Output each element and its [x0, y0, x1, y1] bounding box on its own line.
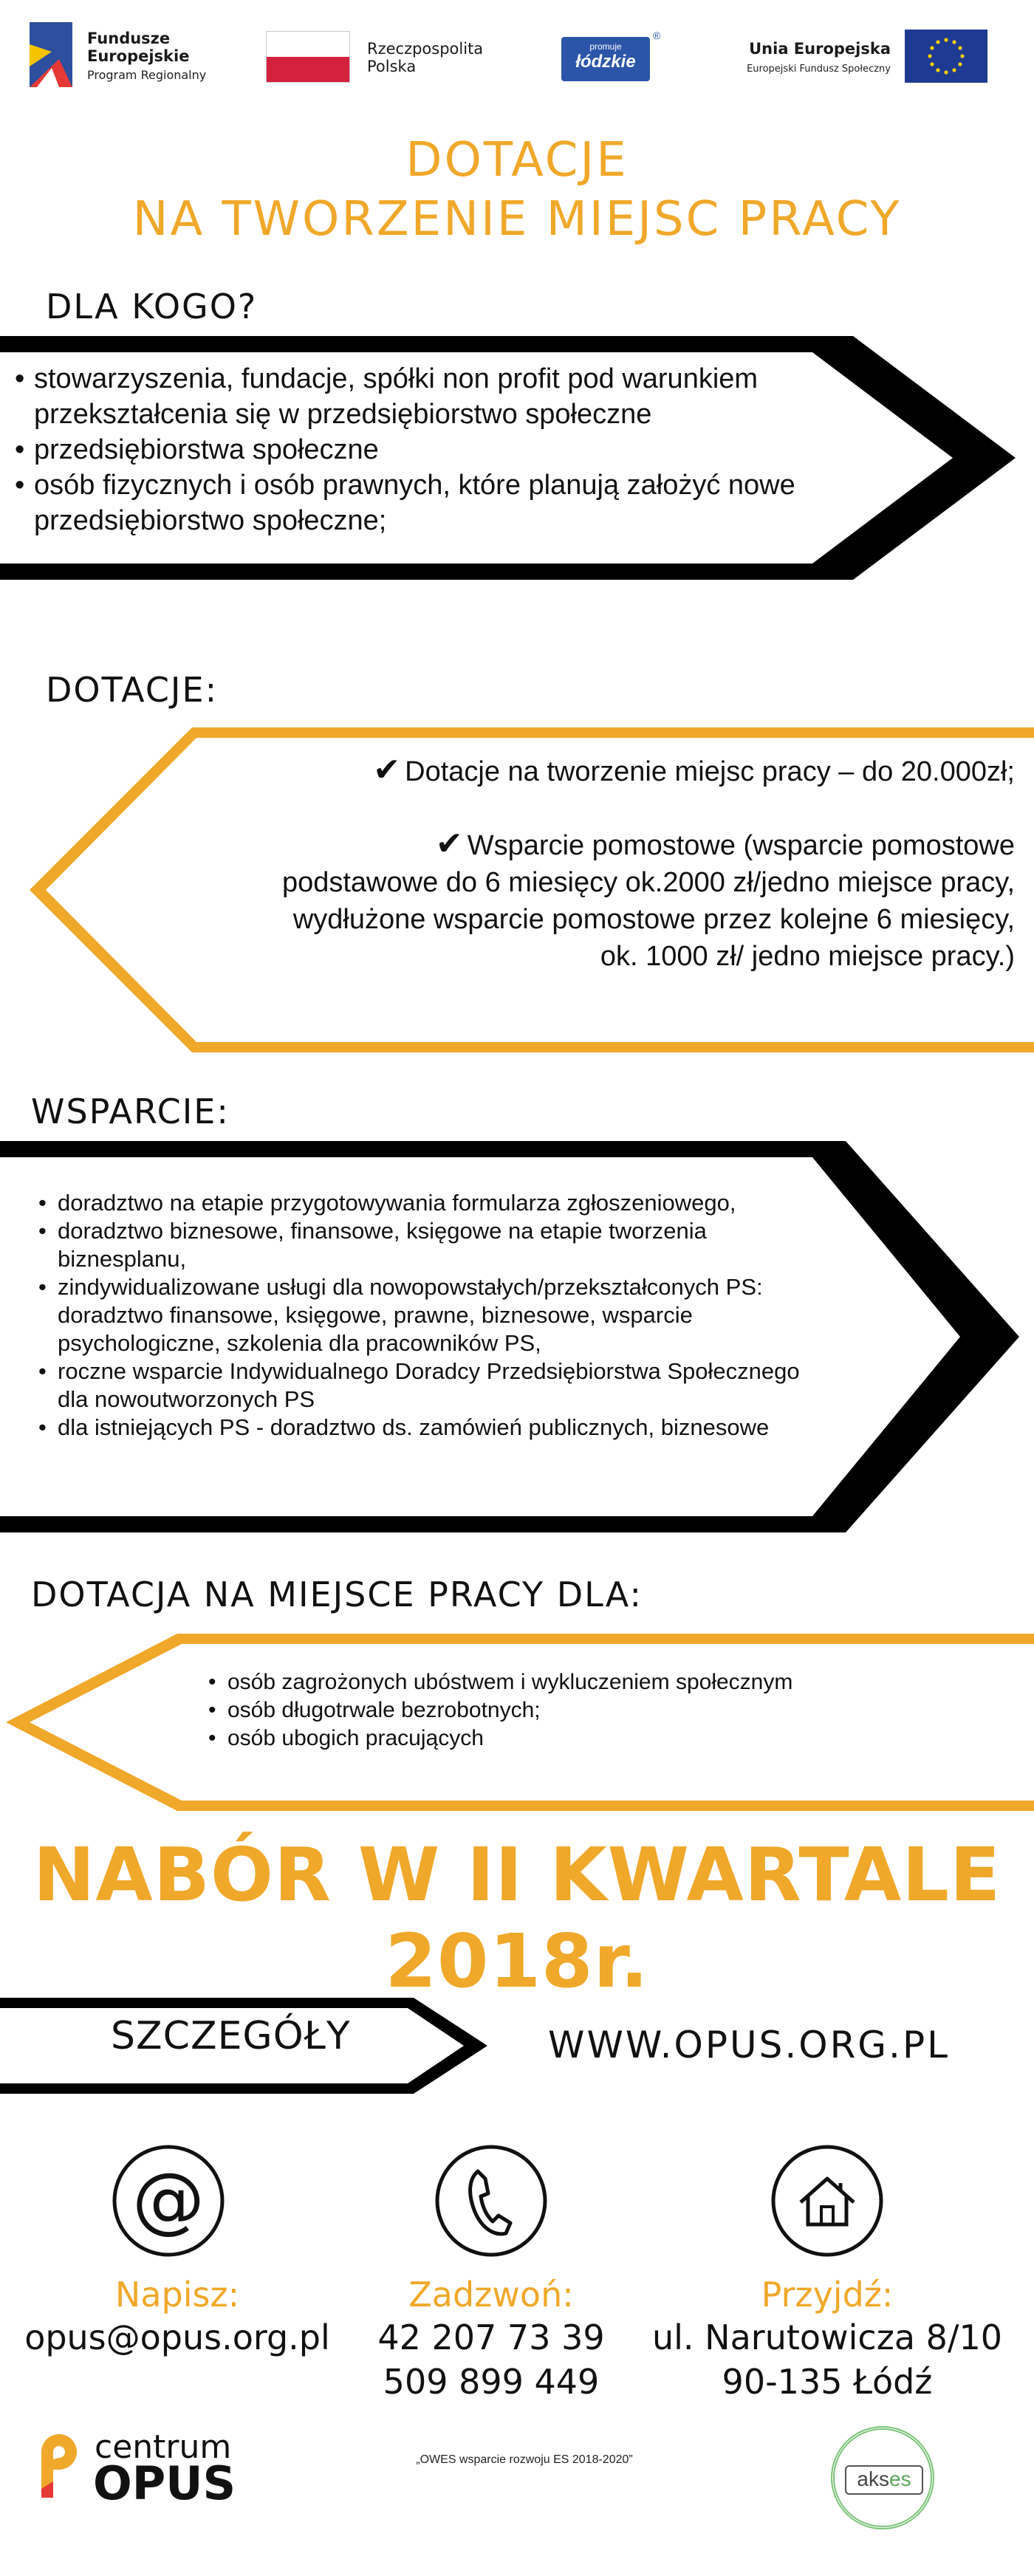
fe-line1: Fundusze	[87, 30, 171, 47]
footer-centrum-text: centrum	[95, 2428, 232, 2466]
ue-line1: Unia Europejska	[749, 40, 891, 58]
ue-line2: Europejski Fundusz Społeczny	[747, 64, 891, 75]
section2-item2-line: ok. 1000 zł/ jedno miejsce pracy.)	[600, 941, 1015, 972]
phone-number-1[interactable]: 42 207 73 39	[377, 2318, 605, 2357]
list-item: • osób ubogich pracujących	[205, 1724, 944, 1753]
section2-item2-line: Wsparcie pomostowe (wsparcie pomostowe	[467, 830, 1015, 861]
list-item: • doradztwo biznesowe, finansowe, księgowe na etapie tworzenia biznesplanu,	[35, 1217, 818, 1273]
section2-item1	[373, 752, 1015, 790]
list-item: • osób długotrwale bezrobotnych;	[205, 1696, 944, 1724]
section4-list	[205, 1668, 944, 1753]
check-icon: ✔	[435, 826, 463, 862]
visit-label: Przyjdź:	[761, 2275, 894, 2315]
nabor-banner: NABÓR W II KWARTALE 2018r.	[32, 1832, 1002, 2004]
footer-quote: „OWES wsparcie rozwoju ES 2018-2020”	[416, 2453, 633, 2466]
list-item: • przedsiębiorstwa społeczne	[12, 432, 883, 467]
details-url-link[interactable]: WWW.OPUS.ORG.PL	[548, 2024, 950, 2066]
home-icon	[768, 2142, 886, 2260]
section2-item2-line: wydłużone wsparcie pomostowe przez kolejne 6 miesięcy,	[292, 904, 1015, 935]
list-item: • roczne wsparcie Indywidualnego Doradcy Przedsiębiorstwa Społecznego dla nowoutworzonych PS	[35, 1357, 818, 1414]
fundusze-europejskie-logo-icon	[30, 22, 72, 87]
title-line1: DOTACJE	[405, 133, 629, 188]
address-line-2: 90-135 Łódź	[722, 2362, 933, 2402]
phone-icon	[432, 2142, 550, 2260]
list-item: • osób zagrożonych ubóstwem i wykluczeniem społecznym	[205, 1668, 944, 1696]
list-item: • zindywidualizowane usługi dla nowopowstałych/przekształconych PS: doradztwo finansowe, księgowe, prawne, biznesowe, wsparcie psychologiczne, szkolenia dla pracowników PS,	[35, 1273, 818, 1357]
polish-flag-icon	[266, 31, 350, 83]
call-label: Zadzwoń:	[408, 2275, 574, 2315]
list-item: • dla istniejących PS - doradztwo ds. zamówień publicznych, biznesowe	[35, 1414, 818, 1442]
akses-right-text: es	[889, 2467, 911, 2490]
section1-heading: DLA KOGO?	[46, 287, 258, 326]
title-line2: NA TWORZENIE MIEJSC PRACY	[132, 192, 902, 247]
section4-heading: DOTACJA NA MIEJSCE PRACY DLA:	[31, 1575, 643, 1614]
list-item: • stowarzyszenia, fundacje, spółki non profit pod warunkiem przekształcenia się w przedsiębiorstwo społeczne	[12, 361, 883, 432]
akses-left-text: aks	[857, 2467, 889, 2490]
fe-line2: Europejskie	[87, 47, 190, 65]
section2-heading: DOTACJE:	[46, 670, 219, 710]
section2-item2-line: podstawowe do 6 miesięcy ok.2000 zł/jedno miejsce pracy,	[281, 867, 1015, 898]
lodzkie-main-text: łódzkie	[575, 52, 636, 72]
section3-heading: WSPARCIE:	[31, 1092, 230, 1131]
phone-number-2[interactable]: 509 899 449	[383, 2362, 600, 2402]
registered-icon: ®	[653, 30, 661, 41]
footer-opus-text: OPUS	[93, 2456, 236, 2510]
rp-line1: Rzeczpospolita	[367, 40, 484, 58]
list-item: • osób fizycznych i osób prawnych, które planują założyć nowe przedsiębiorstwo społeczne;	[12, 467, 883, 538]
akses-logo	[831, 2426, 934, 2529]
rp-line2: Polska	[367, 58, 417, 75]
lodzkie-small-text: promuje	[589, 41, 622, 52]
write-label: Napisz:	[114, 2275, 240, 2315]
svg-text:@: @	[132, 2158, 205, 2242]
section2-item1-text: Dotacje na tworzenie miejsc pracy – do 20.000zł;	[405, 756, 1015, 787]
email-link[interactable]: opus@opus.org.pl	[24, 2318, 330, 2357]
lodzkie-logo	[561, 37, 650, 81]
address-line-1: ul. Narutowicza 8/10	[652, 2318, 1002, 2357]
list-item: • doradztwo na etapie przygotowywania formularza zgłoszeniowego,	[35, 1189, 818, 1217]
check-icon: ✔	[373, 752, 401, 788]
centrum-opus-logo-icon	[37, 2430, 81, 2498]
section3-list	[35, 1189, 818, 1442]
details-label: SZCZEGÓŁY	[111, 2014, 351, 2058]
email-at-icon	[109, 2142, 227, 2260]
fe-line3: Program Regionalny	[87, 68, 207, 82]
logo-bar	[0, 0, 1034, 111]
section1-list	[12, 361, 883, 538]
eu-flag-icon	[905, 30, 987, 83]
section2-item2	[282, 826, 1015, 975]
